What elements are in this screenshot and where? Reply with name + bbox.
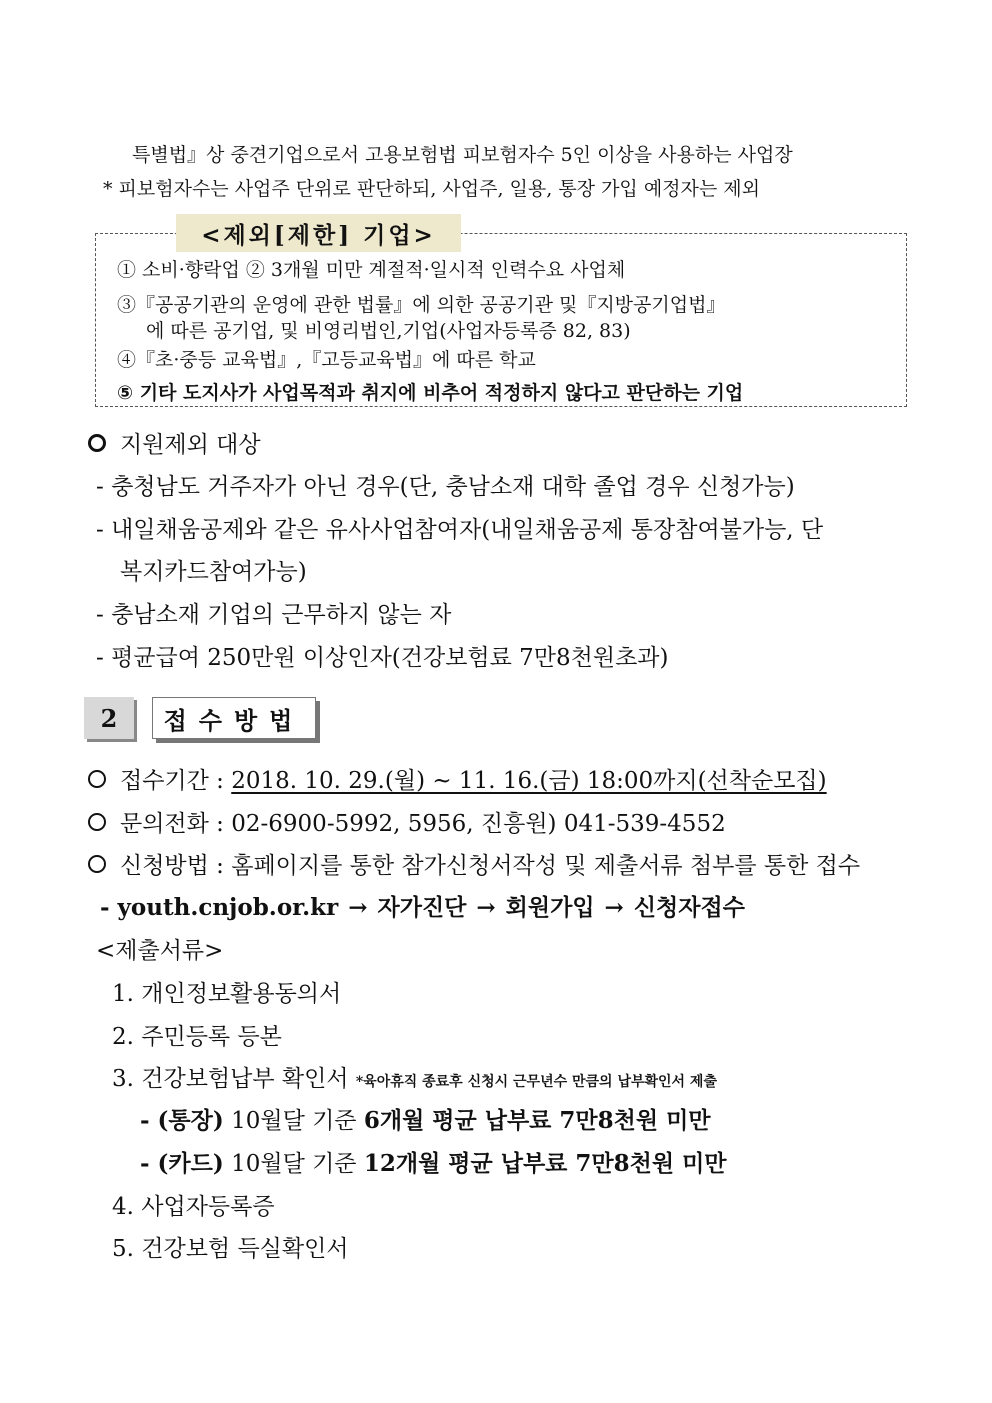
method-line: 신청방법 : 홈페이지를 통한 참가신청서작성 및 제출서류 첨부를 통한 접수	[88, 847, 860, 880]
support-exclusion-item-3: - 충남소재 기업의 근무하지 않는 자	[96, 602, 452, 628]
support-exclusion-heading: 지원제외 대상	[88, 426, 261, 459]
section-number: 2	[84, 697, 134, 739]
document-item-3: 3. 건강보험납부 확인서 *육아휴직 종료후 신청시 근무년수 만큼의 납부확인서 제출	[112, 1066, 717, 1092]
exclusion-item-4: ④『초·중등 교육법』,『고등교육법』에 따른 학교	[117, 349, 536, 371]
circle-bullet-icon	[88, 434, 106, 452]
arrow-right-icon: →	[604, 894, 624, 921]
exclusion-item-5: ⑤ 기타 도지사가 사업목적과 취지에 비추어 적정하지 않다고 판단하는 기업	[117, 382, 744, 404]
application-period: 접수기간 : 2018. 10. 29.(월) ~ 11. 16.(금) 18:00까지(선착순모집)	[88, 762, 827, 795]
support-exclusion-item-1: - 충청남도 거주자가 아닌 경우(단, 충남소재 대학 졸업 경우 신청가능)	[96, 474, 795, 500]
arrow-right-icon: →	[348, 894, 368, 921]
support-exclusion-item-2-cont: 복지카드참여가능)	[120, 559, 307, 585]
exclusion-item-3: ③『공공기관의 운영에 관한 법률』에 의한 공공기관 및『지방공기업법』	[117, 294, 726, 316]
circle-bullet-icon	[88, 813, 106, 831]
document-item-5: 5. 건강보험 득실확인서	[112, 1236, 349, 1262]
document-item-4: 4. 사업자등록증	[112, 1194, 275, 1220]
documents-heading: <제출서류>	[96, 938, 224, 964]
application-steps	[100, 889, 745, 922]
contact-line: 문의전화 : 02-6900-5992, 5956, 진흥원) 041-539-4552	[88, 805, 726, 838]
support-exclusion-item-2: - 내일채움공제와 같은 유사사업참여자(내일채움공제 통장참여불가능, 단	[96, 517, 824, 543]
step-applicant-receipt: 신청자접수	[633, 894, 745, 921]
step-sign-up: 회원가입	[505, 894, 595, 921]
intro-line-2: * 피보험자수는 사업주 단위로 판단하되, 사업주, 일용, 통장 가입 예정자는 제외	[103, 178, 760, 200]
document-3-note: *육아휴직 종료후 신청시 근무년수 만큼의 납부확인서 제출	[355, 1074, 717, 1090]
circle-bullet-icon	[88, 855, 106, 873]
bank-criteria-line: - (통장) 10월달 기준 6개월 평균 납부료 7만8천원 미만	[140, 1107, 711, 1134]
circle-bullet-icon	[88, 770, 106, 788]
section-title: 접수방법	[152, 697, 316, 739]
application-period-value: 2018. 10. 29.(월) ~ 11. 16.(금) 18:00까지(선착순모집)	[231, 768, 827, 794]
card-criteria-line: - (카드) 10월달 기준 12개월 평균 납부료 7만8천원 미만	[140, 1150, 727, 1177]
website-link[interactable]: - youth.cnjob.or.kr	[100, 894, 339, 921]
document-item-2: 2. 주민등록 등본	[112, 1024, 282, 1050]
arrow-right-icon: →	[476, 894, 496, 921]
document-item-1: 1. 개인정보활용동의서	[112, 981, 342, 1007]
exclusion-item-1: ① 소비·향락업 ② 3개월 미만 계절적·일시적 인력수요 사업체	[117, 259, 626, 281]
support-exclusion-item-4: - 평균급여 250만원 이상인자(건강보험료 7만8천원초과)	[96, 645, 669, 671]
step-self-check: 자가진단	[377, 894, 467, 921]
exclusion-box-title: <제외[제한] 기업>	[176, 214, 461, 252]
exclusion-item-3-cont: 에 따른 공기업, 및 비영리법인,기업(사업자등록증 82, 83)	[146, 320, 631, 342]
intro-line-1: 특별법』상 중견기업으로서 고용보험법 피보험자수 5인 이상을 사용하는 사업장	[132, 144, 793, 166]
